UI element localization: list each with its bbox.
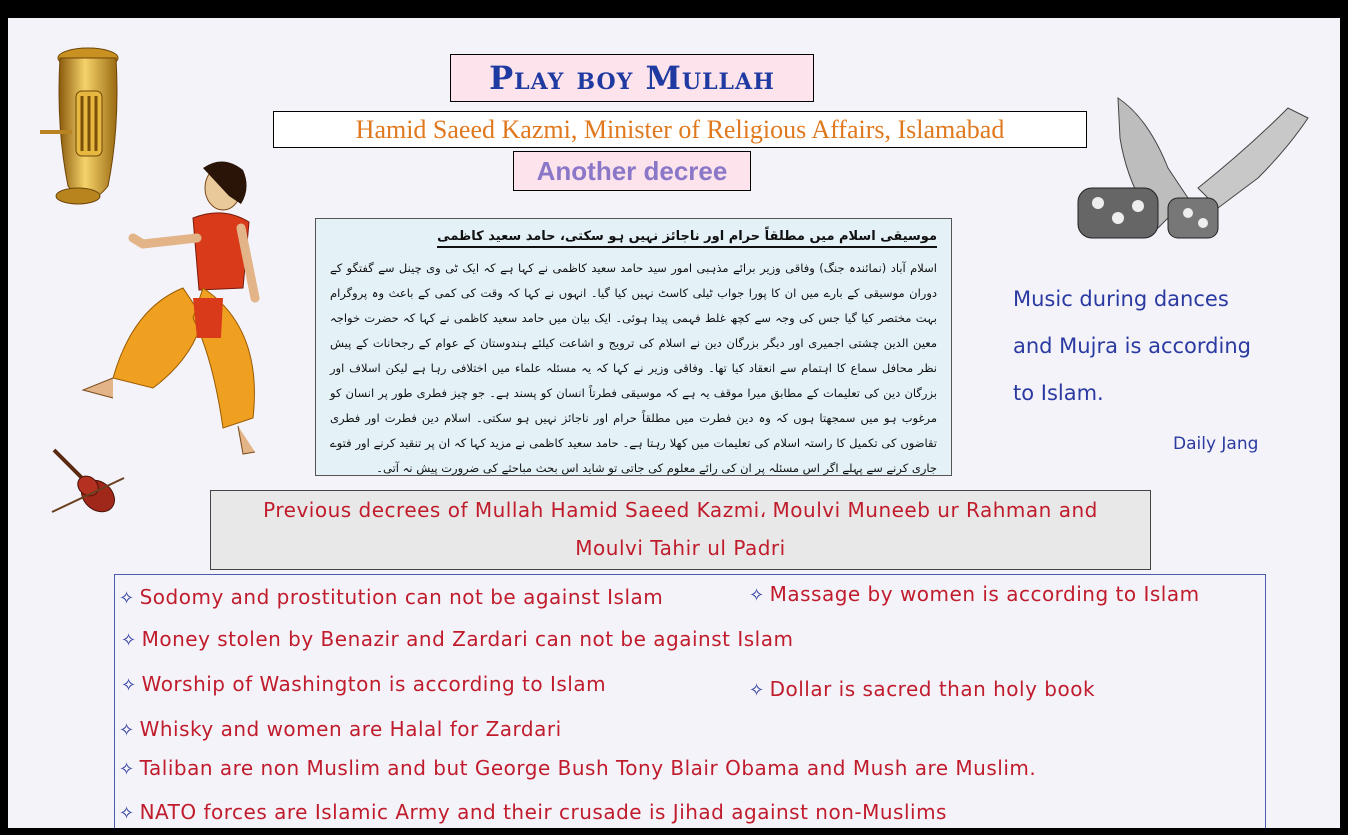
sparkle-icon: ✧ bbox=[121, 630, 137, 651]
side-note-line: and Mujra is according bbox=[1013, 334, 1251, 358]
list-item: ✧ NATO forces are Islamic Army and their crusade is Jihad against non-Muslims bbox=[119, 800, 947, 824]
list-item: ✧ Whisky and women are Halal for Zardari bbox=[119, 717, 562, 741]
source-label: Daily Jang bbox=[1173, 434, 1259, 454]
subtitle-box bbox=[273, 111, 1087, 148]
heading-line: Moulvi Tahir ul Padri bbox=[575, 536, 786, 560]
tag-box bbox=[513, 151, 751, 191]
list-item: ✧ Money stolen by Benazir and Zardari can not be against Islam bbox=[121, 627, 794, 651]
sparkle-icon: ✧ bbox=[119, 803, 135, 824]
sparkle-icon: ✧ bbox=[121, 675, 137, 696]
side-note-line: to Islam. bbox=[1013, 381, 1104, 405]
title-box bbox=[450, 54, 814, 102]
side-note-line: Music during dances bbox=[1013, 287, 1229, 311]
list-item: ✧ Massage by women is according to Islam bbox=[749, 582, 1200, 606]
side-note bbox=[1013, 276, 1303, 417]
dancer-image bbox=[73, 158, 273, 468]
hands-with-bangles-image bbox=[1058, 78, 1328, 258]
decree-list bbox=[114, 574, 1266, 828]
urdu-newspaper-clipping bbox=[315, 218, 952, 476]
page bbox=[8, 10, 1340, 828]
violin-image bbox=[48, 442, 128, 522]
page-title: Play boy Mullah bbox=[489, 59, 775, 97]
sparkle-icon: ✧ bbox=[119, 588, 135, 609]
sparkle-icon: ✧ bbox=[749, 680, 765, 701]
previous-decrees-heading bbox=[210, 490, 1151, 570]
heading-line: Previous decrees of Mullah Hamid Saeed Kazmi، Moulvi Muneeb ur Rahman and bbox=[263, 498, 1098, 522]
sparkle-icon: ✧ bbox=[119, 720, 135, 741]
list-item: ✧ Dollar is sacred than holy book bbox=[749, 677, 1096, 701]
clipping-body: اسلام آباد (نمائندہ جنگ) وفاقی وزیر برائے مذہبی امور سید حامد سعید کاظمی نے کہا ہے کہ ایک ٹی وی چینل سے گفتگو کے دوران موسیقی کے بارے میں ان کا پورا جواب ٹیلی کاسٹ نہیں کیا گیا۔ انہوں نے کہا کہ وقت کی کمی کے باعث وہ پروگرام بہت مختصر کیا گیا جس کی وجہ سے کچھ غلط فہمی پیدا ہوئی۔ ایک بیان میں حامد سعید کاظمی نے کہا کہ حضرت خواجہ معین الدین چشتی اجمیری اور دیگر بزرگان دین نے اسلام کی ترویج و اشاعت کیلئے ہندوستان کے عوام کے رجحانات کے پیش نظر محافل سماع کا اہتمام سے انعقاد کیا تھا۔ وفاقی وزیر نے کہا کہ یہ مسئلہ علماء میں اختلافی رہا ہے لیکن اسلاف اور بزرگان دین کی تعلیمات کے مطابق میرا موقف یہ ہے کہ موسیقی فطرتاً انسان کو پسند ہے۔ جو چیز فطری طور پر انسان کو مرغوب ہو میں سمجھتا ہوں کہ وہ دین فطرت میں مطلقاً حرام اور ناجائز نہیں ہو سکتی۔ اسلام دین فطرت اور فطری تقاضوں کی تکمیل کا راستہ اسلام کی تعلیمات میں کھلا رہتا ہے۔ حامد سعید کاظمی نے مزید کہا کہ ان پر تنقید کرنے اور فتوے جاری کرنے سے پہلے اگر اس مسئلہ پر ان کی رائے معلوم کی جاتی تو شاید اس بحث مباحثے کی ضرورت پیش نہ آتی۔ bbox=[330, 261, 937, 475]
clipping-headline: موسیقی اسلام میں مطلقاً حرام اور ناجائز نہیں ہو سکتی، حامد سعید کاظمی bbox=[437, 229, 937, 248]
list-item: ✧ Taliban are non Muslim and but George Bush Tony Blair Obama and Mush are Muslim. bbox=[119, 756, 1037, 780]
tag-label: Another decree bbox=[536, 156, 728, 186]
list-item: ✧ Sodomy and prostitution can not be against Islam bbox=[119, 585, 664, 609]
page-subtitle: Hamid Saeed Kazmi, Minister of Religious Affairs, Islamabad bbox=[355, 115, 1005, 144]
list-item: ✧ Worship of Washington is according to Islam bbox=[121, 672, 607, 696]
sparkle-icon: ✧ bbox=[749, 585, 765, 606]
sparkle-icon: ✧ bbox=[119, 759, 135, 780]
